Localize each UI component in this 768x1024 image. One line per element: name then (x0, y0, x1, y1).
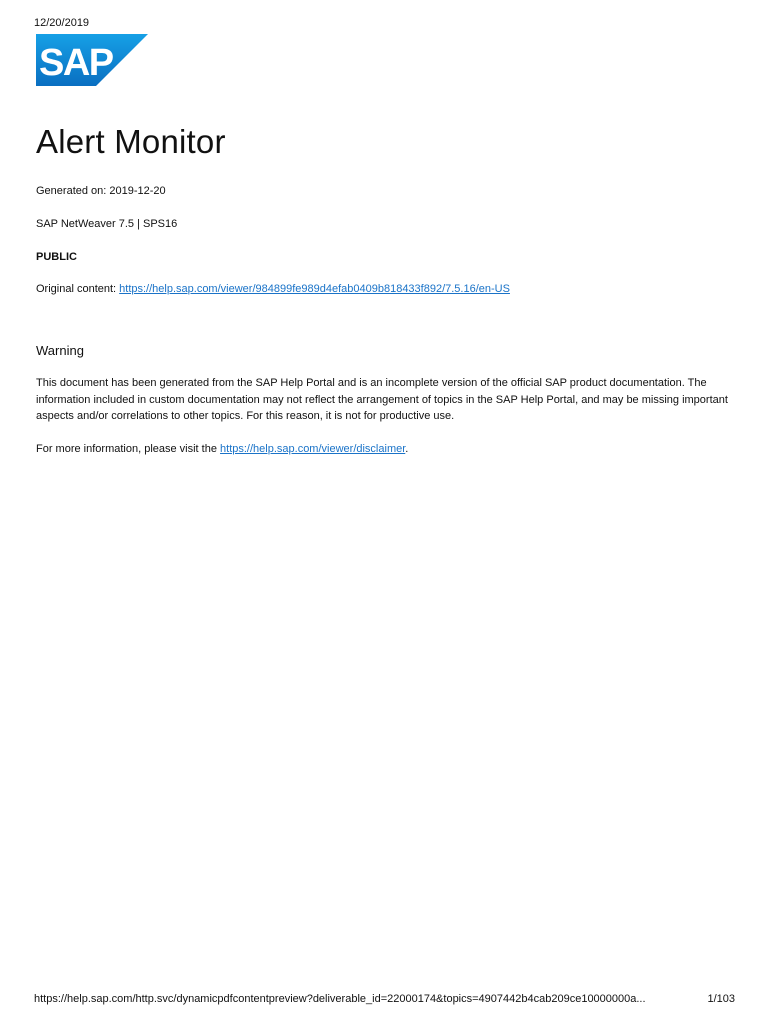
sap-logo-text: SAP (39, 42, 113, 84)
more-info-prefix: For more information, please visit the (36, 443, 221, 455)
more-info (36, 442, 408, 456)
page-number: 1/103 (707, 993, 735, 1005)
print-date: 12/20/2019 (34, 17, 90, 29)
generated-label: Generated on: (36, 185, 110, 197)
generated-on (36, 184, 166, 198)
original-content (36, 282, 510, 296)
original-content-link[interactable]: https://help.sap.com/viewer/984899fe989d4efab0409b818433f892/7.5.16/en-US (119, 283, 510, 295)
classification-label: PUBLIC (36, 251, 77, 263)
warning-body: This document has been generated from the SAP Help Portal and is an incomplete version of the official SAP product documentation. The information included in custom documentation may not reflect the arrangement of topics in the SAP Help Portal, and may be missing important aspects and/or correlations to other topics. For this reason, it is not for productive use. (36, 377, 728, 423)
sap-logo-icon (36, 34, 148, 86)
sap-logo (36, 34, 148, 86)
page-title: Alert Monitor (36, 123, 226, 160)
warning-heading: Warning (36, 343, 84, 358)
original-content-label: Original content: (36, 283, 120, 295)
more-info-suffix: . (405, 443, 409, 455)
generated-date: 2019-12-20 (109, 185, 166, 197)
footer-url: https://help.sap.com/http.svc/dynamicpdfcontentpreview?deliverable_id=22000174&topics=4907442b4cab209ce10000000a... (34, 993, 646, 1005)
disclaimer-link[interactable]: https://help.sap.com/viewer/disclaimer (220, 443, 406, 455)
product-version: SAP NetWeaver 7.5 | SPS16 (36, 218, 178, 230)
